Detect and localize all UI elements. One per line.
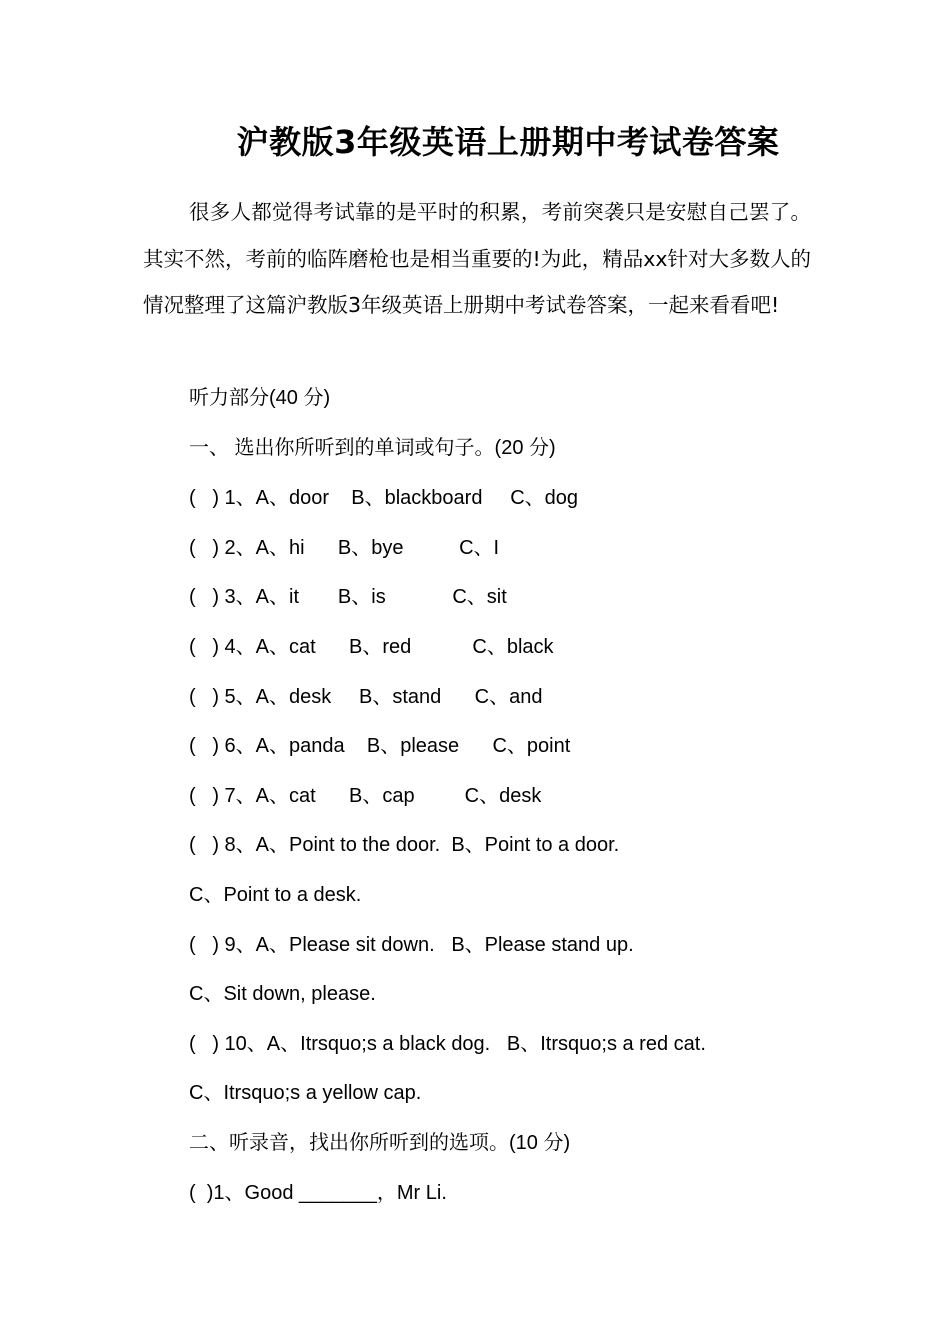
question-7: ( ) 7、A、cat B、cap C、desk — [189, 785, 542, 807]
question-8-option-c: C、Point to a desk. — [189, 884, 362, 906]
question-6: ( ) 6、A、panda B、please C、point — [189, 735, 571, 757]
question-3: ( ) 3、A、it B、is C、sit — [189, 586, 507, 608]
question-8: ( ) 8、A、Point to the door. B、Point to a door. — [189, 834, 620, 856]
question-10: ( ) 10、A、Itrsquo;s a black dog. B、Itrsquo;s a red cat. — [189, 1033, 706, 1055]
question-9-option-c: C、Sit down, please. — [189, 983, 376, 1005]
section-heading-part-one: 一、 选出你所听到的单词或句子。(20 分) — [189, 437, 556, 459]
question-9: ( ) 9、A、Please sit down. B、Please stand up. — [189, 934, 634, 956]
question-5: ( ) 5、A、desk B、stand C、and — [189, 686, 543, 708]
document-title: 沪教版3年级英语上册期中考试卷答案 — [236, 123, 780, 161]
section-heading-listening: 听力部分(40 分) — [189, 387, 331, 409]
question-2: ( ) 2、A、hi B、bye C、I — [189, 537, 500, 559]
question-1: ( ) 1、A、door B、blackboard C、dog — [189, 487, 579, 509]
question-10-option-c: C、Itrsquo;s a yellow cap. — [189, 1082, 422, 1104]
intro-paragraph: 很多人都觉得考试靠的是平时的积累，考前突袭只是安慰自己罢了。其实不然，考前的临阵磨枪也是相当重要的!为此，精品xx针对大多数人的情况整理了这篇沪教版3年级英语上册期中考试卷答案，一起来看看吧! — [143, 200, 811, 317]
section-heading-part-two: 二、听录音，找出你所听到的选项。(10 分) — [189, 1132, 571, 1154]
question-4: ( ) 4、A、cat B、red C、black — [189, 636, 554, 658]
part-two-question-1: ( )1、Good _______，Mr Li. — [189, 1182, 447, 1204]
